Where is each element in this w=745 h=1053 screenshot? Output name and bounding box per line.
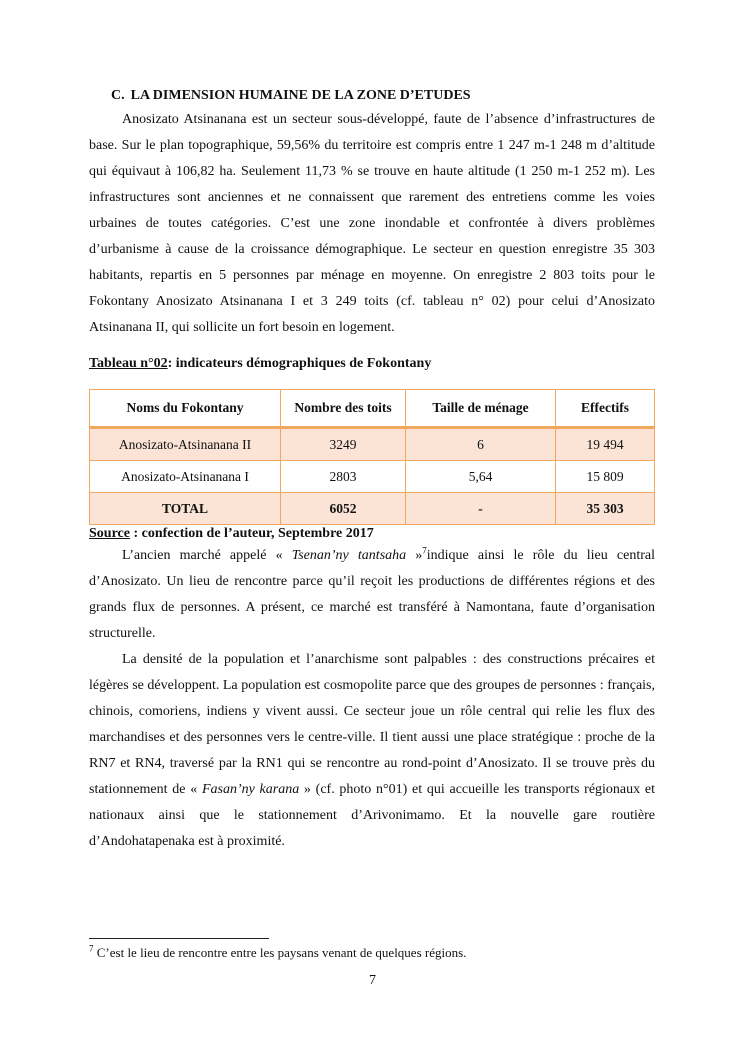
cell-roof-count: 3249: [281, 428, 406, 461]
table-total-row: [90, 493, 655, 525]
footnote-text: C’est le lieu de rencontre entre les paysans venant de quelques régions.: [93, 945, 467, 960]
paragraph-intro: Anosizato Atsinanana est un secteur sous-développé, faute de l’absence d’infrastructures de base. Sur le plan topographique, 59,56% du territoire est compris entre 1 247 m-1 248 m d’altitude qui équivaut à 106,82 ha. Seulement 11,73 % se trouve en haute altitude (1 250 m-1 252 m). Les infrastructures sont anciennes et ne connaissent que rarement des entretiens comme les voies urbaines de toutes catégories. C’est une zone inondable et confrontée à divers problèmes d’urbanisme à cause de la croissance démographique. Le secteur en question enregistre 35 303 habitants, repartis en 5 personnes par ménage en moyenne. On enregistre 2 803 toits pour le Fokontany Anosizato Atsinanana I et 3 249 toits (cf. tableau n° 02) pour celui d’Anosizato Atsinanana II, qui sollicite un fort besoin en logement.: [89, 112, 655, 335]
text-run: indique ainsi le rôle du lieu central d’Anosizato. Un lieu de rencontre parce qu’il reçoit les productions de différentes régions et des grands flux de personnes. A présent, ce marché est transféré à Namontana, faute d’organisation structurelle.: [89, 548, 655, 641]
paragraph-market: [89, 543, 655, 647]
footnote-number: 7: [89, 943, 94, 954]
footnote-ref: 7: [422, 545, 427, 556]
table-header-row: [90, 390, 655, 428]
text-run: »: [406, 548, 423, 563]
market-name: Tsenan’ny tantsaha: [291, 548, 407, 563]
demographics-table: [89, 389, 655, 525]
header-roof-count: Nombre des toits: [281, 390, 406, 428]
cell-roof-count: 2803: [281, 461, 406, 493]
paragraph-population: [89, 647, 655, 855]
text-run: La densité de la population et l’anarchisme sont palpables : des constructions précaires et légères se développent. La population est cosmopolite parce que des groupes de personnes : français, chinois, comoriens, indiens y vivent aussi. Ce secteur joue un rôle central qui relie les flux des marchandises et des personnes vers le centre-ville. Il tient aussi une place stratégique : proche de la RN7 et RN4, traversé par la RN1 qui se rencontre au rond-point d’Anosizato. Il se trouve près du stationnement de «: [89, 652, 655, 797]
cell-population: 15 809: [556, 461, 655, 493]
section-number: C.: [111, 88, 125, 103]
cell-population: 19 494: [556, 428, 655, 461]
station-name: Fasan’ny karana: [201, 782, 300, 797]
section-title: LA DIMENSION HUMAINE DE LA ZONE D’ETUDES: [130, 88, 471, 103]
cell-household-size: 6: [406, 428, 556, 461]
cell-total-population: 35 303: [556, 493, 655, 525]
header-population: Effectifs: [556, 390, 655, 428]
footnote-divider: [89, 938, 269, 939]
text-run: » (cf. photo n°01) et qui accueille les transports régionaux et nationaux ainsi que le stationnement d’Arivonimamo. Et la nouvelle gare routière d’Andohatapenaka est à proximité.: [89, 782, 655, 849]
source-label: Source: [89, 526, 130, 541]
footnote: [89, 945, 466, 961]
cell-total-household: -: [406, 493, 556, 525]
table-caption-text: : indicateurs démographiques de Fokontany: [167, 356, 432, 371]
text-run: L’ancien marché appelé «: [122, 548, 292, 563]
section-heading: [111, 86, 655, 106]
cell-total-label: TOTAL: [90, 493, 281, 525]
header-fokontany-name: Noms du Fokontany: [90, 390, 281, 428]
header-household-size: Taille de ménage: [406, 390, 556, 428]
table-source: [89, 525, 655, 543]
cell-fokontany-name: Anosizato-Atsinanana II: [90, 428, 281, 461]
table-row: [90, 461, 655, 493]
cell-household-size: 5,64: [406, 461, 556, 493]
table-caption: [89, 355, 655, 373]
source-text: : confection de l’auteur, Septembre 2017: [129, 526, 374, 541]
page-number: 7: [369, 973, 376, 988]
cell-total-roofs: 6052: [281, 493, 406, 525]
document-page: [89, 86, 655, 855]
table-caption-label: Tableau n°02: [89, 356, 168, 371]
table-row: [90, 428, 655, 461]
cell-fokontany-name: Anosizato-Atsinanana I: [90, 461, 281, 493]
